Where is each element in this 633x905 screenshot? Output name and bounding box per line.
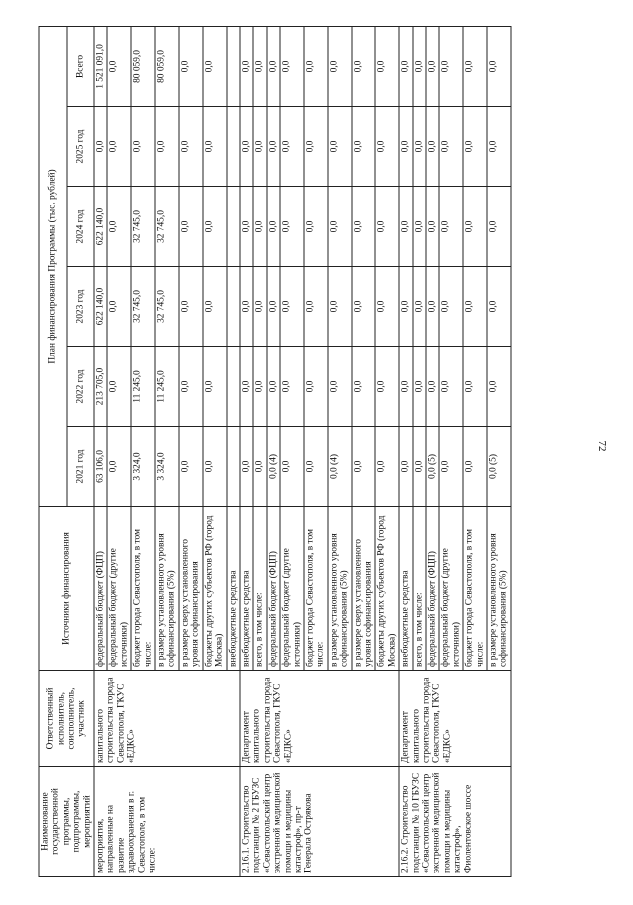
- financing-table: [39, 26, 512, 877]
- total-value-cell: 0,0: [179, 26, 203, 106]
- year-value-cell: 0,0: [280, 427, 304, 507]
- year-value-cell: 0,0: [179, 187, 203, 267]
- year-value-cell: 0,0: [487, 107, 511, 187]
- year-value-cell: 0,0: [375, 427, 399, 507]
- funding-source-cell: внебюджетные средства: [227, 507, 240, 671]
- year-value-cell: 0,0: [352, 427, 376, 507]
- funding-source-cell: бюджет города Севастополя, в том числе:: [463, 507, 487, 671]
- year-value-cell: 0,0 (4): [267, 427, 280, 507]
- total-value-cell: 0,0: [487, 26, 511, 106]
- year-value-cell: 0,0: [439, 187, 463, 267]
- funding-source-cell: федеральный бюджет (ФЦП): [94, 507, 107, 671]
- total-value-cell: 0,0: [304, 26, 328, 106]
- program-name-cell: 2.16.1. Строительство подстанции № 2 ГБУЗС «Севастопольский центр экстренной медицинской помощи и медицины катастроф», пр-т Генерала Острякова: [240, 767, 399, 877]
- total-value-cell: [227, 26, 240, 106]
- program-name-cell: мероприятия, направленные на развитие здравоохранения в г. Севастополе, в том числе:: [94, 767, 240, 877]
- year-value-cell: [227, 347, 240, 427]
- funding-source-cell: в размере сверх установленного уровня софинансирования: [179, 507, 203, 671]
- year-value-cell: 0,0: [304, 107, 328, 187]
- year-value-cell: 11 245,0: [155, 347, 179, 427]
- year-value-cell: 622 140,0: [94, 187, 107, 267]
- total-value-cell: 0,0: [375, 26, 399, 106]
- responsible-cell: капитального строительства города Севастополя, ГКУС «ЕДКС»: [94, 671, 240, 767]
- rotated-page: [39, 27, 594, 877]
- year-value-cell: 0,0: [463, 107, 487, 187]
- year-value-cell: 0,0: [463, 427, 487, 507]
- funding-source-cell: в размере сверх установленного уровня софинансирования: [352, 507, 376, 671]
- year-value-cell: 0,0: [203, 187, 227, 267]
- year-value-cell: 0,0: [413, 427, 426, 507]
- year-value-cell: 0,0: [487, 267, 511, 347]
- year-value-cell: 32 745,0: [131, 187, 155, 267]
- total-value-cell: 0,0: [413, 26, 426, 106]
- year-value-cell: 0,0: [107, 347, 131, 427]
- funding-source-cell: всего, в том числе:: [253, 507, 266, 671]
- year-value-cell: 0,0: [426, 267, 439, 347]
- funding-source-cell: бюджет города Севастополя, в том числе:: [131, 507, 155, 671]
- year-value-cell: 0,0: [352, 187, 376, 267]
- year-value-cell: 0,0: [413, 107, 426, 187]
- year-value-cell: 0,0: [413, 187, 426, 267]
- header-total: Всего: [67, 26, 95, 106]
- total-value-cell: 0,0: [240, 26, 253, 106]
- year-value-cell: 0,0: [304, 347, 328, 427]
- year-value-cell: 0,0: [399, 347, 412, 427]
- funding-source-cell: внебюджетные средства: [399, 507, 412, 671]
- year-value-cell: 0,0: [253, 427, 266, 507]
- year-value-cell: 0,0: [267, 107, 280, 187]
- year-value-cell: 0,0: [267, 347, 280, 427]
- total-value-cell: 80 059,0: [131, 26, 155, 106]
- funding-source-cell: в размере установленного уровня софинансирования (5%): [155, 507, 179, 671]
- year-value-cell: 0,0: [413, 267, 426, 347]
- header-year: 2024 год: [67, 187, 95, 267]
- year-value-cell: 0,0: [304, 187, 328, 267]
- year-value-cell: 32 745,0: [155, 267, 179, 347]
- year-value-cell: [227, 267, 240, 347]
- year-value-cell: 0,0: [107, 107, 131, 187]
- year-value-cell: 0,0: [328, 187, 352, 267]
- table-row: [399, 26, 412, 876]
- year-value-cell: 0,0: [280, 107, 304, 187]
- header-year: 2023 год: [67, 267, 95, 347]
- year-value-cell: 0,0: [240, 267, 253, 347]
- year-value-cell: 0,0: [107, 267, 131, 347]
- year-value-cell: 0,0: [352, 347, 376, 427]
- header-responsible: Ответственный исполнитель, соисполнитель, участник: [39, 671, 94, 767]
- year-value-cell: 0,0: [352, 267, 376, 347]
- year-value-cell: 0,0: [439, 427, 463, 507]
- total-value-cell: 0,0: [253, 26, 266, 106]
- funding-source-cell: федеральный бюджет (ФЦП): [426, 507, 439, 671]
- total-value-cell: 0,0: [352, 26, 376, 106]
- year-value-cell: 0,0: [94, 107, 107, 187]
- year-value-cell: 0,0: [487, 187, 511, 267]
- year-value-cell: 32 745,0: [131, 267, 155, 347]
- year-value-cell: 0,0: [352, 107, 376, 187]
- year-value-cell: 0,0: [375, 347, 399, 427]
- year-value-cell: 0,0: [203, 107, 227, 187]
- funding-source-cell: федеральный бюджет (другие источники): [280, 507, 304, 671]
- header-year: 2025 год: [67, 107, 95, 187]
- year-value-cell: 622 140,0: [94, 267, 107, 347]
- year-value-cell: 0,0: [203, 267, 227, 347]
- year-value-cell: 0,0: [131, 107, 155, 187]
- table-row: [94, 26, 107, 876]
- total-value-cell: 0,0: [439, 26, 463, 106]
- funding-source-cell: федеральный бюджет (ФЦП): [267, 507, 280, 671]
- year-value-cell: [227, 107, 240, 187]
- year-value-cell: 0,0: [304, 427, 328, 507]
- year-value-cell: 0,0: [179, 427, 203, 507]
- year-value-cell: 0,0: [426, 107, 439, 187]
- year-value-cell: 0,0: [463, 267, 487, 347]
- year-value-cell: 0,0: [267, 267, 280, 347]
- year-value-cell: 0,0: [240, 347, 253, 427]
- year-value-cell: 0,0: [179, 107, 203, 187]
- year-value-cell: 0,0: [280, 267, 304, 347]
- year-value-cell: 0,0: [240, 187, 253, 267]
- table-body: [94, 26, 511, 876]
- year-value-cell: 0,0: [280, 347, 304, 427]
- header-year: 2022 год: [67, 347, 95, 427]
- year-value-cell: 0,0: [203, 427, 227, 507]
- year-value-cell: 0,0: [155, 107, 179, 187]
- funding-source-cell: внебюджетные средства: [240, 507, 253, 671]
- total-value-cell: 0,0: [280, 26, 304, 106]
- funding-source-cell: в размере установленного уровня софинансирования (5%): [328, 507, 352, 671]
- year-value-cell: 0,0: [439, 347, 463, 427]
- year-value-cell: 0,0: [240, 107, 253, 187]
- funding-source-cell: федеральный бюджет (другие источники): [107, 507, 131, 671]
- year-value-cell: 0,0: [253, 347, 266, 427]
- total-value-cell: 80 059,0: [155, 26, 179, 106]
- year-value-cell: 0,0 (4): [328, 427, 352, 507]
- total-value-cell: 0,0: [107, 26, 131, 106]
- year-value-cell: [227, 187, 240, 267]
- year-value-cell: 0,0: [375, 187, 399, 267]
- year-value-cell: 0,0: [463, 347, 487, 427]
- year-value-cell: 3 324,0: [131, 427, 155, 507]
- responsible-cell: Департамент капитального строительства города Севастополя, ГКУС «ЕДКС»: [399, 671, 511, 767]
- year-value-cell: 0,0: [203, 347, 227, 427]
- header-plan: План финансирования Программы (тыс. рублей): [39, 26, 67, 506]
- year-value-cell: 0,0: [328, 107, 352, 187]
- year-value-cell: 0,0 (5): [487, 427, 511, 507]
- page-number: 72: [596, 440, 608, 452]
- funding-source-cell: бюджеты других субъектов РФ (город Москва): [375, 507, 399, 671]
- year-value-cell: 63 106,0: [94, 427, 107, 507]
- year-value-cell: 0,0: [487, 347, 511, 427]
- year-value-cell: 0,0: [240, 427, 253, 507]
- year-value-cell: 0,0: [179, 267, 203, 347]
- funding-source-cell: бюджет города Севастополя, в том числе:: [304, 507, 328, 671]
- year-value-cell: 0,0: [328, 267, 352, 347]
- year-value-cell: 0,0: [253, 267, 266, 347]
- year-value-cell: 0,0: [375, 267, 399, 347]
- year-value-cell: 3 324,0: [155, 427, 179, 507]
- year-value-cell: 0,0: [439, 267, 463, 347]
- header-year: 2021 год: [67, 427, 95, 507]
- year-value-cell: [227, 427, 240, 507]
- year-value-cell: 0,0: [328, 347, 352, 427]
- year-value-cell: 11 245,0: [131, 347, 155, 427]
- table-row: [240, 26, 253, 876]
- funding-source-cell: всего, в том числе:: [413, 507, 426, 671]
- year-value-cell: 0,0: [304, 267, 328, 347]
- year-value-cell: 0,0: [280, 187, 304, 267]
- year-value-cell: 0,0: [463, 187, 487, 267]
- total-value-cell: 0,0: [426, 26, 439, 106]
- program-name-cell: 2.16.2. Строительство подстанции № 10 ГБУЗС «Севастопольский центр экстренной медицинской помощи и медицины катастроф», Фиолентовское шоссе: [399, 767, 511, 877]
- year-value-cell: 0,0: [426, 187, 439, 267]
- header-row-1: [39, 26, 67, 876]
- funding-source-cell: в размере установленного уровня софинансирования (5%): [487, 507, 511, 671]
- funding-source-cell: федеральный бюджет (другие источники): [439, 507, 463, 671]
- responsible-cell: Департамент капитального строительства города Севастополя, ГКУС «ЕДКС»: [240, 671, 399, 767]
- year-value-cell: 0,0: [439, 107, 463, 187]
- year-value-cell: 0,0: [399, 187, 412, 267]
- year-value-cell: 0,0: [426, 347, 439, 427]
- total-value-cell: 1 521 091,0: [94, 26, 107, 106]
- header-source: Источники финансирования: [39, 507, 94, 671]
- year-value-cell: 213 705,0: [94, 347, 107, 427]
- total-value-cell: 0,0: [328, 26, 352, 106]
- year-value-cell: 0,0: [253, 187, 266, 267]
- funding-source-cell: бюджеты других субъектов РФ (город Москва): [203, 507, 227, 671]
- total-value-cell: 0,0: [203, 26, 227, 106]
- year-value-cell: 0,0: [179, 347, 203, 427]
- total-value-cell: 0,0: [267, 26, 280, 106]
- total-value-cell: 0,0: [463, 26, 487, 106]
- year-value-cell: 32 745,0: [155, 187, 179, 267]
- year-value-cell: 0,0: [375, 107, 399, 187]
- header-name: Наименование государственной программы, подпрограммы, мероприятий: [39, 767, 94, 877]
- year-value-cell: 0,0: [399, 267, 412, 347]
- year-value-cell: 0,0: [253, 107, 266, 187]
- year-value-cell: 0,0: [413, 347, 426, 427]
- year-value-cell: 0,0: [107, 427, 131, 507]
- year-value-cell: 0,0: [107, 187, 131, 267]
- total-value-cell: 0,0: [399, 26, 412, 106]
- year-value-cell: 0,0: [267, 187, 280, 267]
- year-value-cell: 0,0 (5): [426, 427, 439, 507]
- year-value-cell: 0,0: [399, 427, 412, 507]
- year-value-cell: 0,0: [399, 107, 412, 187]
